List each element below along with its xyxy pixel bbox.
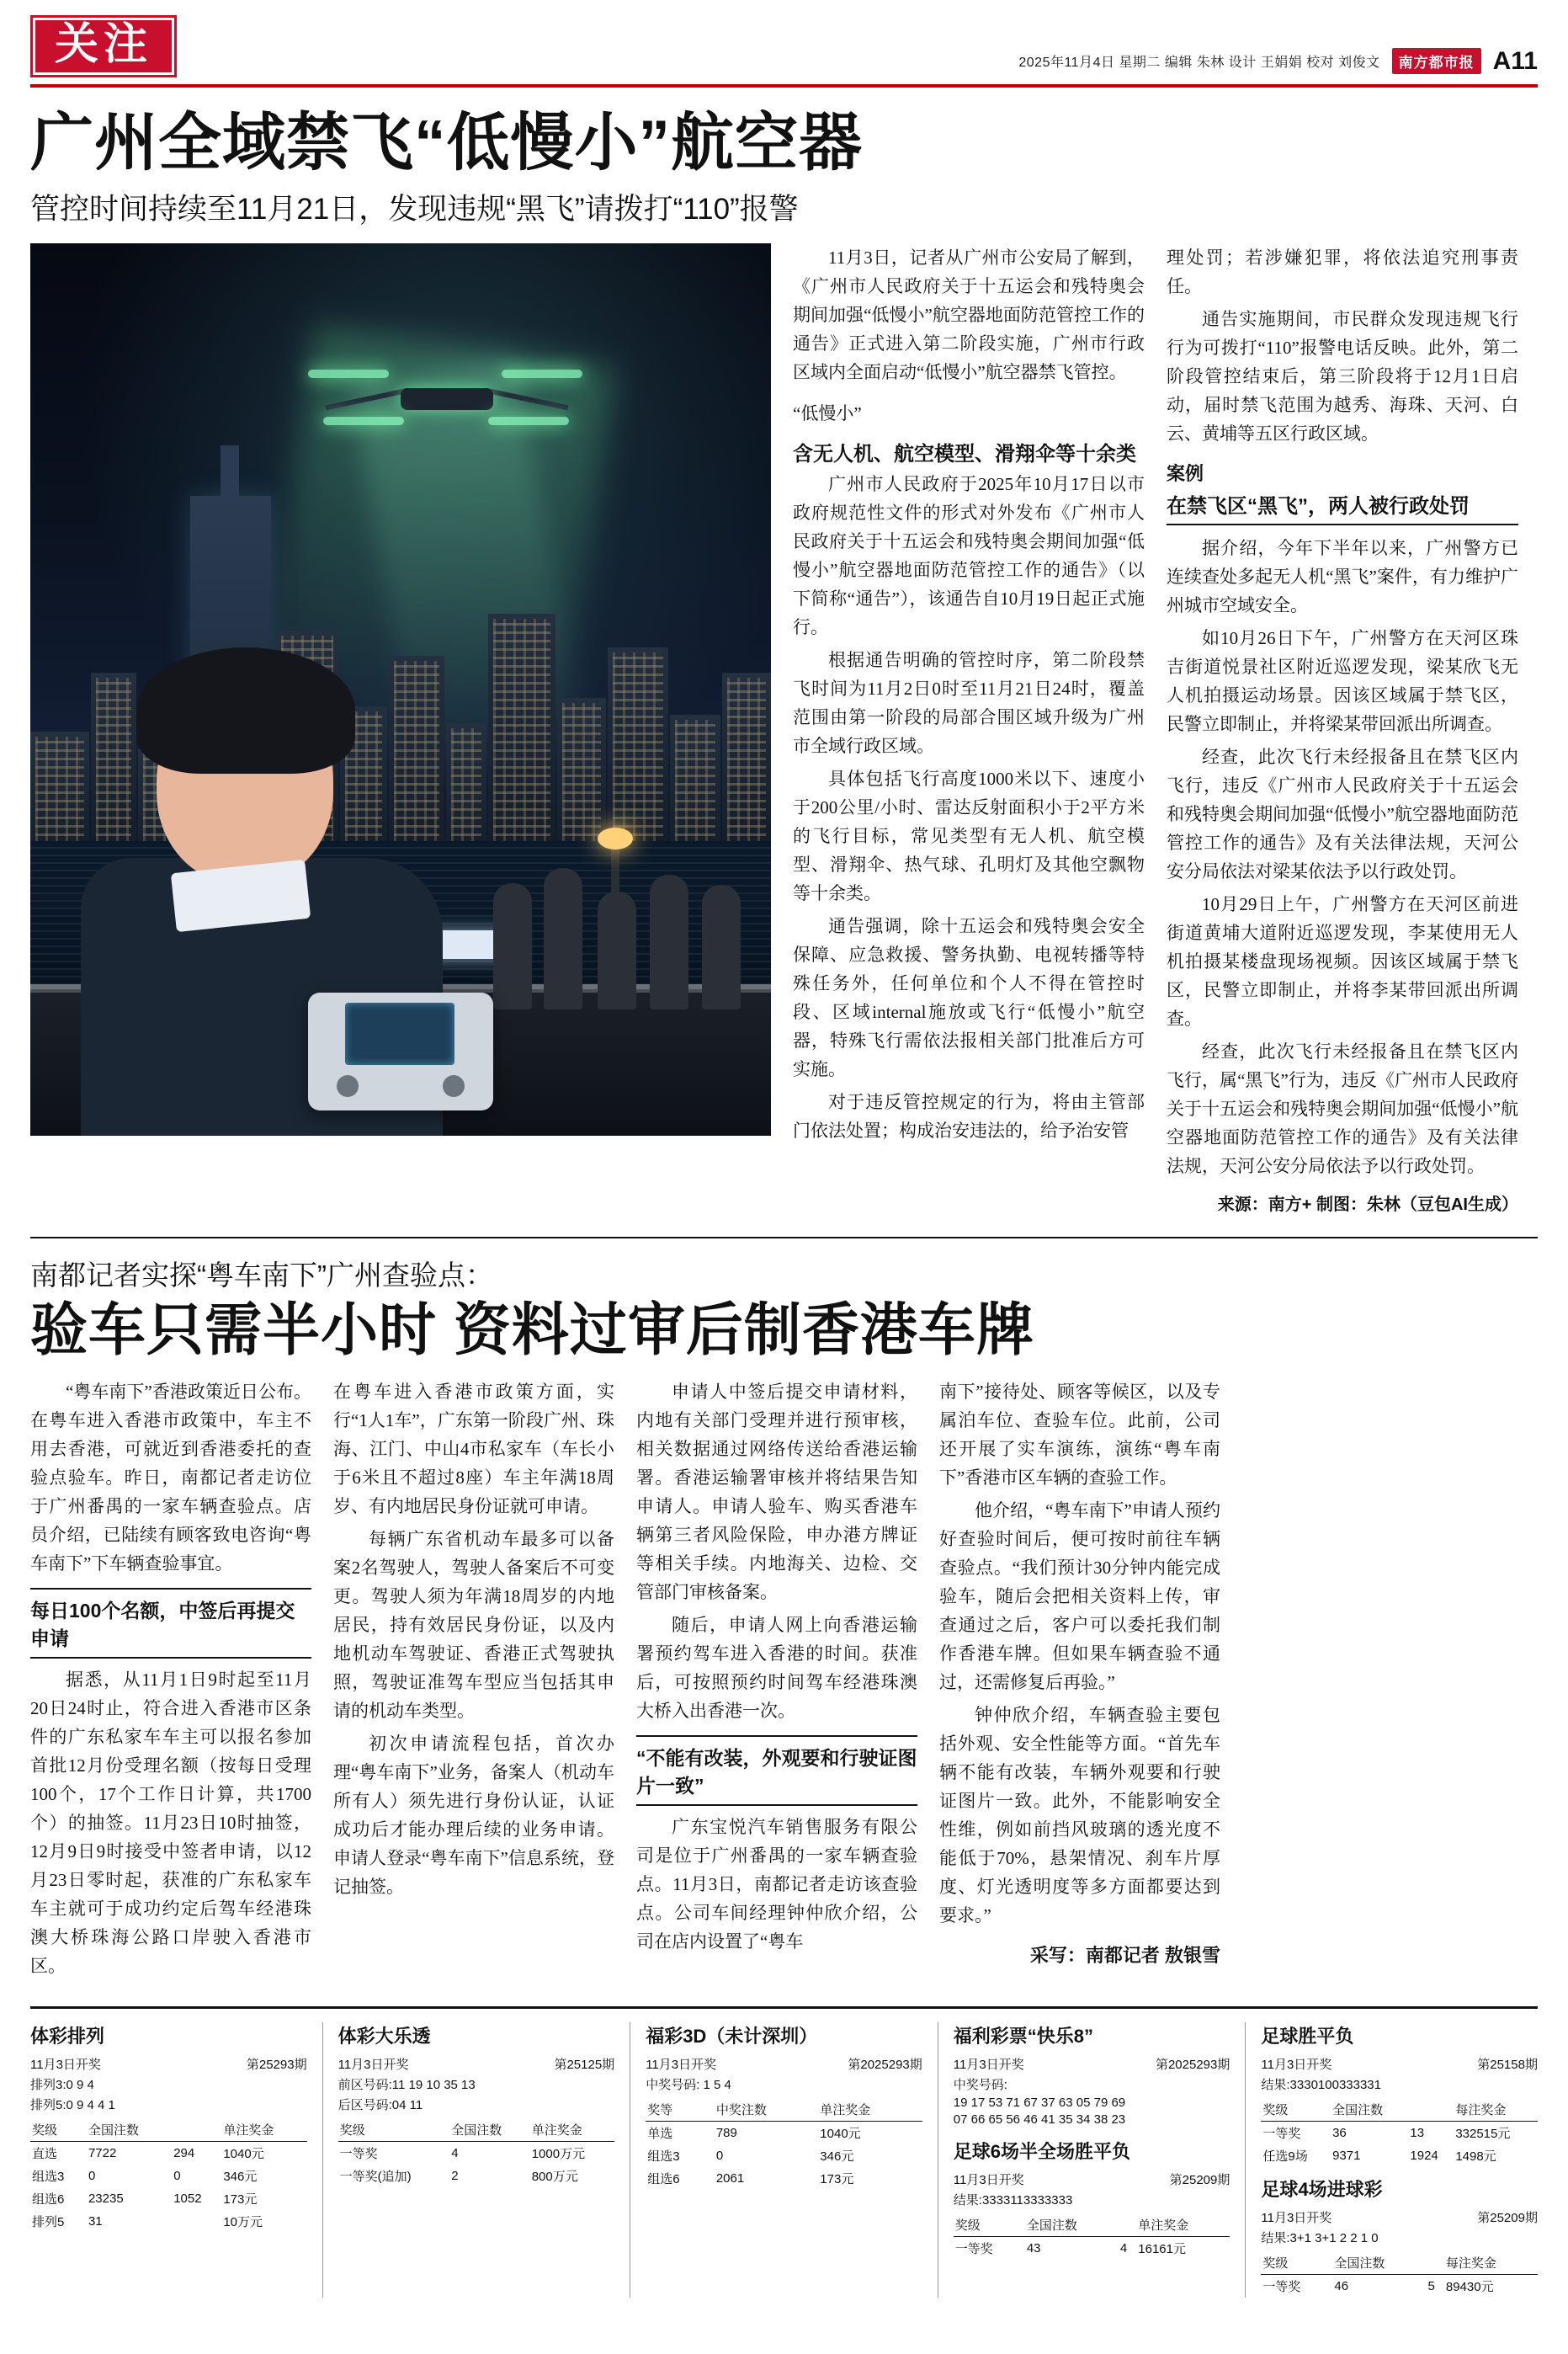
paragraph: 申请人中签后提交申请材料，内地有关部门受理并进行预审核，相关数据通过网络传送给香港运输署。香港运输署审核并将结果告知申请人。申请人验车、购买香港车辆第三者风险保险，申办港方牌证等相关手续。内地海关、边检、交管部门审核备案。 — [636, 1381, 917, 1602]
story1-section-label: “低慢小” — [793, 402, 862, 423]
table-row — [1261, 2144, 1538, 2167]
paragraph: 南下”接待处、顾客等候区，以及专属泊车位、查验车位。此前，公司还开展了实车演练，演练“粤车南下”香港市区车辆的查验工作。 — [939, 1381, 1220, 1488]
cell: 组选3 — [647, 2149, 680, 2164]
cell: 1498元 — [1455, 2149, 1496, 2164]
lottery-table — [338, 2118, 615, 2187]
story2-column-2 — [333, 1377, 614, 1984]
table-header-row — [1261, 2251, 1538, 2275]
lottery-block-kuaile8 — [938, 2022, 1246, 2298]
lottery-issue: 第25125期 — [554, 2057, 615, 2072]
cell: 1040元 — [820, 2126, 861, 2141]
lottery-title: 福彩3D（未计深圳） — [646, 2025, 818, 2047]
column-header: 单注奖金 — [818, 2098, 922, 2122]
paragraph: 据介绍，今年下半年以来，广州警方已连续查处多起无人机“黑飞”案件，有力维护广州城市空域安全。 — [1167, 537, 1518, 615]
cell: 排列5 — [32, 2214, 65, 2229]
cell: 23235 — [88, 2191, 124, 2206]
pedestrian — [598, 892, 636, 1009]
story1-headline-block — [30, 109, 1538, 228]
story1-source: 来源：南方+ 制图：朱林（豆包AI生成） — [1217, 1196, 1518, 1215]
paragraph: 理处罚；若涉嫌犯罪，将依法追究刑事责任。 — [1167, 247, 1518, 296]
table-row — [30, 2210, 307, 2233]
story1-headline: 广州全域禁飞“低慢小”航空器 — [30, 107, 864, 178]
table-row — [1261, 2121, 1538, 2144]
column-header: 奖等 — [646, 2098, 715, 2122]
cell: 800万元 — [531, 2169, 578, 2184]
cell: 0 — [88, 2168, 96, 2183]
controller-screen — [345, 1003, 454, 1065]
lottery-result: 结果:3333113333333 — [953, 2192, 1073, 2208]
column-header: 奖级 — [954, 2213, 1025, 2237]
lottery-date: 11月3日开奖 — [1261, 2057, 1332, 2072]
lottery-title: 体彩排列 — [30, 2025, 105, 2047]
lottery-table — [30, 2118, 307, 2233]
drone — [308, 344, 586, 454]
cell: 一等奖(追加) — [339, 2169, 412, 2184]
cell — [172, 2210, 221, 2233]
lottery-date: 11月3日开奖 — [953, 2172, 1024, 2187]
story2 — [30, 1237, 1538, 1984]
story1-column-1 — [793, 243, 1145, 1215]
lottery-title: 体彩大乐透 — [338, 2025, 431, 2047]
page-number: A11 — [1492, 46, 1538, 75]
story2-column-5-spacer — [1242, 1377, 1523, 1984]
cell: 1052 — [173, 2191, 202, 2206]
paragraph: 经查，此次飞行未经报备且在禁飞区内飞行，属“黑飞”行为，违反《广州市人民政府关于十五运会和残特奥会期间加强“低慢小”航空器地面防范管控工作的通告》及有关法律法规，天河公安分局依法予以行政处罚。 — [1167, 1041, 1518, 1177]
lottery-issue: 第2025293期 — [1155, 2057, 1230, 2072]
paragraph: 钟仲欣介绍，车辆查验主要包括外观、安全性能等方面。“首先车辆不能有改装，车辆外观要和行驶证图片一致。此外，不能影响安全性维，例如前挡风玻璃的透光度不能低于70%，悬架情况、刹车片厚度、灯光透明度等多方面都要达到要求。” — [939, 1704, 1220, 1925]
drone-body — [401, 388, 493, 410]
table-row — [30, 2165, 307, 2187]
cell: 36 — [1332, 2125, 1347, 2140]
paragraph: 如10月26日下午，广州警方在天河区珠吉街道悦景社区附近巡逻发现，梁某欣飞无人机拍摄运动场景。因该区域属于禁飞区，民警立即制止，并将梁某带回派出所调查。 — [1167, 627, 1518, 734]
lottery-date: 11月3日开奖 — [30, 2057, 101, 2072]
lottery-table — [646, 2098, 922, 2190]
table-row — [646, 2167, 922, 2190]
cell: 0 — [173, 2168, 181, 2183]
cell: 10万元 — [223, 2214, 263, 2229]
table-row — [30, 2187, 307, 2210]
lottery-meta — [646, 2055, 922, 2073]
lottery-subtitle: 足球6场半全场胜平负 — [953, 2140, 1131, 2162]
lottery-issue: 第25293期 — [246, 2057, 307, 2072]
section-tag: 关注 — [30, 15, 177, 77]
spacer — [1261, 2167, 1538, 2176]
paragraph: 每辆广东省机动车最多可以备案2名驾驶人，驾驶人备案后不可变更。驾驶人须为年满18周岁的内地居民，持有效居民身份证，以及内地机动车驾驶证、香港正式驾驶执照，驾驶证准驾车型应当包括其申请的机动车类型。 — [333, 1528, 614, 1721]
cell: 9371 — [1332, 2148, 1361, 2163]
cell: 4 — [451, 2145, 459, 2160]
lottery-issue: 第25158期 — [1477, 2057, 1538, 2072]
lottery-meta — [954, 2170, 1230, 2188]
masthead-left — [30, 15, 177, 77]
paragraph: 根据通告明确的管控时序，第二阶段禁飞时间为11月2日0时至11月21日24时，覆盖范围由第一阶段的局部合围区域升级为广州市全域行政区域。 — [793, 649, 1145, 756]
story1-columns — [793, 243, 1538, 1215]
lottery-subtitle: 足球4场进球彩 — [1261, 2178, 1383, 2200]
story1-case-label: 案例 — [1167, 462, 1204, 484]
cell: 一等奖 — [339, 2146, 378, 2161]
lottery-issue: 第2025293期 — [848, 2057, 922, 2072]
cell: 直选 — [32, 2146, 58, 2161]
lottery-numbers-label: 中奖号码: — [953, 2077, 1007, 2092]
lottery-numbers: 前区号码:11 19 10 35 13 — [338, 2077, 476, 2092]
lottery-title: 足球胜平负 — [1261, 2025, 1354, 2047]
paragraph: 随后，申请人网上向香港运输署预约驾车进入香港的时间。获准后，可按照预约时间驾车经港珠澳大桥入出香港一次。 — [636, 1614, 917, 1721]
cell: 173元 — [223, 2192, 258, 2207]
lottery-table — [1261, 2098, 1538, 2167]
cell: 332515元 — [1455, 2126, 1511, 2141]
lottery-results — [30, 2006, 1538, 2298]
table-header-row — [338, 2118, 615, 2142]
lamp-light — [598, 828, 633, 849]
paragraph: 通告强调，除十五运会和残特奥会安全保障、应急救援、警务执勤、电视转播等特殊任务外，任何单位和个人不得在管控时段、区域internal施放或飞行“低慢小”航空器，特殊飞行需依法报相关部门批准后方可实施。 — [793, 916, 1145, 1080]
cell: 组选3 — [32, 2169, 65, 2184]
lottery-numbers: 排列5:0 9 4 4 1 — [30, 2097, 115, 2112]
story1-section-title: 含无人机、航空模型、滑翔伞等十余类 — [793, 442, 1136, 466]
paragraph: 据悉，从11月1日9时起至11月20日24时止，符合进入香港市区条件的广东私家车车主可以报名参加首批12月份受理名额（按每日受理100个，17个工作日计算，共1700个）的抽签。11月23日10时抽签，12月9日9时接受中签者申请，以12月23日零时起，获准的广东私家车车主就可于成功约定后驾车经港珠澳大桥珠海公路口岸驶入香港市区。 — [30, 1669, 311, 1976]
cell: 789 — [715, 2125, 737, 2140]
table-row — [30, 2141, 307, 2165]
cell: 单选 — [647, 2126, 673, 2141]
cell: 1040元 — [223, 2146, 264, 2161]
cell: 4 — [1119, 2240, 1128, 2255]
lottery-date: 11月3日开奖 — [646, 2057, 717, 2072]
story2-column-1 — [30, 1377, 311, 1984]
lottery-meta — [1261, 2208, 1538, 2226]
cell: 31 — [88, 2213, 103, 2229]
issue-meta: 2025年11月4日 星期二 编辑 朱林 设计 王娟娟 校对 刘俊文 — [1018, 56, 1380, 70]
lottery-date: 11月3日开奖 — [953, 2057, 1024, 2072]
story2-subhead-2: “不能有改装，外观要和行驶证图片一致” — [636, 1735, 917, 1806]
drone-city-illustration — [30, 243, 771, 1136]
table-row — [338, 2165, 615, 2187]
lottery-title: 福利彩票“快乐8” — [953, 2025, 1094, 2047]
column-header: 单注奖金 — [530, 2118, 614, 2142]
lottery-numbers: 07 66 65 56 46 41 35 34 38 23 — [953, 2112, 1126, 2127]
paper-logo: 南方都市报 — [1392, 48, 1481, 74]
cell: 任选9场 — [1262, 2149, 1308, 2164]
cell: 组选6 — [32, 2192, 65, 2207]
lottery-block-daletou — [323, 2022, 631, 2298]
cell: 1000万元 — [531, 2146, 586, 2161]
lottery-numbers: 中奖号码: 1 5 4 — [646, 2077, 731, 2092]
drone-rotor — [502, 370, 582, 378]
story2-headline: 验车只需半小时 资料过审后制香港车牌 — [30, 1298, 1034, 1363]
pedestrian — [544, 868, 582, 1009]
column-header: 中奖注数 — [715, 2098, 818, 2122]
lottery-issue: 第25209期 — [1477, 2210, 1538, 2225]
paragraph: 他介绍，“粤车南下”申请人预约好查验时间后，便可按时前往车辆查验点。“我们预计30分钟内能完成验车，随后会把相关资料上传，审查通过之后，客户可以委托我们制作香港车牌。但如果车辆查验不通过，还需修复后再验。” — [939, 1499, 1220, 1692]
lottery-date: 11月3日开奖 — [1261, 2210, 1332, 2225]
pedestrian — [493, 883, 532, 1009]
cell: 0 — [715, 2148, 724, 2163]
table-row — [646, 2144, 922, 2167]
column-header: 全国注数 — [1332, 2251, 1426, 2275]
column-header: 奖级 — [1261, 2251, 1332, 2275]
column-header: 奖级 — [30, 2118, 87, 2142]
table-row — [338, 2141, 615, 2165]
cell: 16161元 — [1138, 2241, 1186, 2256]
lottery-meta — [1261, 2055, 1538, 2073]
drone-rotor — [308, 370, 389, 378]
lottery-meta — [954, 2055, 1230, 2073]
cell: 46 — [1334, 2278, 1349, 2293]
cell: 294 — [173, 2145, 195, 2160]
controller-stick-left — [337, 1075, 359, 1097]
paragraph: 广东宝悦汽车销售服务有限公司是位于广州番禺的一家车辆查验点。11月3日，南都记者走访该查验点。公司车间经理钟仲欣介绍，公司在店内设置了“粤车 — [636, 1816, 917, 1952]
lottery-table — [954, 2213, 1230, 2260]
pedestrian — [702, 885, 741, 1009]
cell: 43 — [1026, 2240, 1041, 2255]
cell: 173元 — [820, 2171, 854, 2186]
column-header: 全国注数 — [1331, 2098, 1408, 2122]
story2-eyebrow: 南都记者实探“粤车南下”广州查验点： — [30, 1260, 493, 1292]
boy-hair — [136, 647, 355, 774]
lottery-table — [1261, 2251, 1538, 2298]
paragraph: 广州市人民政府于2025年10月17日以市政府规范性文件的形式对外发布《广州市人民政府关于十五运会和残特奥会期间加强“低慢小”航空器地面防范管控工作的通告》（以下简称“通告”），该通告自10月19日起正式施行。 — [793, 473, 1145, 637]
cell: 7722 — [88, 2145, 117, 2160]
lottery-result: 结果:3+1 3+1 2 2 1 0 — [1261, 2230, 1379, 2245]
lottery-numbers: 排列3:0 9 4 — [30, 2077, 94, 2092]
story1-column-2 — [1167, 243, 1518, 1215]
paragraph: 具体包括飞行高度1000米以下、速度小于200公里/小时、雷达反射面积小于2平方米的飞行目标，常见类型有无人机、航空模型、滑翔伞、热气球、孔明灯及其他空飘物等十余类。 — [793, 768, 1145, 904]
drone-arm — [325, 387, 408, 410]
column-header — [1119, 2213, 1136, 2237]
story2-byline: 采写：南都记者 敖银雪 — [1029, 1944, 1220, 1966]
pedestrian — [650, 875, 688, 1009]
cell: 346元 — [223, 2169, 258, 2184]
story2-subhead-1: 每日100个名额，中签后再提交申请 — [30, 1588, 311, 1659]
cell: 2061 — [715, 2170, 745, 2186]
paragraph: 在粤车进入香港市政策方面，实行“1人1车”，广东第一阶段广州、珠海、江门、中山4市私家车（车长小于6米且不超过8座）车主年满18周岁、有内地居民身份证就可申请。 — [333, 1381, 614, 1516]
cell: 89430元 — [1445, 2279, 1494, 2294]
cell: 2 — [451, 2168, 459, 2183]
paragraph: “粤车南下”香港政策近日公布。在粤车进入香港市政策中，车主不用去香港，可就近到香港委托的查验点验车。昨日，南都记者走访位于广州番禺的一家车辆查验点。店员介绍，已陆续有顾客致电咨询“粤车南下”下车辆查验事宜。 — [30, 1381, 311, 1574]
table-header-row — [646, 2098, 922, 2122]
story2-column-3 — [636, 1377, 917, 1984]
paragraph: 对于违反管控规定的行为，将由主管部门依法处置；构成治安违法的，给予治安管 — [793, 1092, 1145, 1142]
table-header-row — [954, 2213, 1230, 2237]
spacer — [954, 2129, 1230, 2138]
column-header: 单注奖金 — [1136, 2213, 1230, 2237]
lottery-block-pailie — [30, 2022, 323, 2298]
column-header — [1426, 2251, 1443, 2275]
masthead — [30, 15, 1538, 88]
lottery-numbers: 后区号码:04 11 — [338, 2097, 423, 2112]
paragraph: 经查，此次飞行未经报备且在禁飞区内飞行，违反《广州市人民政府关于十五运会和残特奥会期间加强“低慢小”航空器地面防范管控工作的通告》及有关法律法规，天河公安分局依法对梁某依法予以行政处罚。 — [1167, 746, 1518, 882]
paragraph: 11月3日，记者从广州市公安局了解到，《广州市人民政府关于十五运会和残特奥会期间加强“低慢小”航空器地面防范管控工作的通告》正式进入第二阶段实施，广州市行政区域内全面启动“低慢小”航空器禁飞管控。 — [793, 247, 1145, 382]
column-header: 全国注数 — [87, 2118, 172, 2142]
drone-arm — [485, 387, 568, 410]
drone-remote-controller — [308, 993, 493, 1110]
lottery-meta — [338, 2055, 615, 2073]
crowd — [493, 849, 746, 1009]
story1-illustration-wrap — [30, 243, 771, 1136]
controller-stick-right — [443, 1075, 465, 1097]
story2-column-4 — [939, 1377, 1220, 1984]
column-header: 单注奖金 — [221, 2118, 306, 2142]
column-header: 每注奖金 — [1454, 2098, 1538, 2122]
story1-body — [30, 243, 1538, 1215]
column-header: 全国注数 — [449, 2118, 529, 2142]
cell: 1924 — [1410, 2148, 1438, 2163]
cell: 5 — [1427, 2278, 1435, 2293]
paragraph: 10月29日上午，广州警方在天河区前进街道黄埔大道附近巡逻发现，李某使用无人机拍摄某楼盘现场视频。因该区域属于禁飞区，民警立即制止，并将李某带回派出所调查。 — [1167, 894, 1518, 1030]
column-header: 全国注数 — [1025, 2213, 1119, 2237]
story1-case-title: 在禁飞区“黑飞”，两人被行政处罚 — [1167, 489, 1518, 525]
drone-rotor — [488, 417, 569, 425]
column-header: 奖级 — [1261, 2098, 1331, 2122]
lottery-date: 11月3日开奖 — [338, 2057, 409, 2072]
column-header — [172, 2118, 221, 2142]
table-row — [646, 2121, 922, 2144]
table-row — [1261, 2274, 1538, 2298]
table-header-row — [30, 2118, 307, 2142]
lottery-result: 结果:3330100333331 — [1261, 2077, 1381, 2092]
paragraph: 初次申请流程包括，首次办理“粤车南下”业务，备案人（机动车所有人）须先进行身份认证，认证成功后才能办理后续的业务申请。申请人登录“粤车南下”信息系统，登记抽签。 — [333, 1733, 614, 1897]
lottery-numbers: 19 17 53 71 67 37 63 05 79 69 — [953, 2095, 1126, 2110]
story2-columns — [30, 1377, 1538, 1984]
cell: 一等奖 — [1262, 2279, 1301, 2294]
lottery-issue: 第25209期 — [1169, 2172, 1230, 2187]
lottery-block-shengpingfu — [1246, 2022, 1538, 2298]
column-header: 每注奖金 — [1444, 2251, 1538, 2275]
cell: 一等奖 — [954, 2241, 993, 2256]
table-header-row — [1261, 2098, 1538, 2122]
cell: 13 — [1410, 2125, 1425, 2140]
cell: 一等奖 — [1262, 2126, 1301, 2141]
drone-rotor — [323, 417, 404, 425]
column-header: 奖级 — [338, 2118, 450, 2142]
lottery-meta — [30, 2055, 307, 2073]
column-header — [1408, 2098, 1454, 2122]
masthead-right — [1018, 48, 1538, 77]
story1-subhead: 管控时间持续至11月21日，发现违规“黑飞”请拨打“110”报警 — [30, 192, 799, 226]
cell: 组选6 — [647, 2171, 680, 2186]
table-row — [954, 2236, 1230, 2260]
cell: 346元 — [820, 2149, 854, 2164]
lottery-block-fucai3d — [630, 2022, 938, 2298]
paragraph: 通告实施期间，市民群众发现违规飞行行为可拨打“110”报警电话反映。此外，第二阶段管控结束后，第三阶段将于12月1日启动，届时禁飞范围为越秀、海珠、天河、白云、黄埔等五区行政区域。 — [1167, 308, 1518, 444]
